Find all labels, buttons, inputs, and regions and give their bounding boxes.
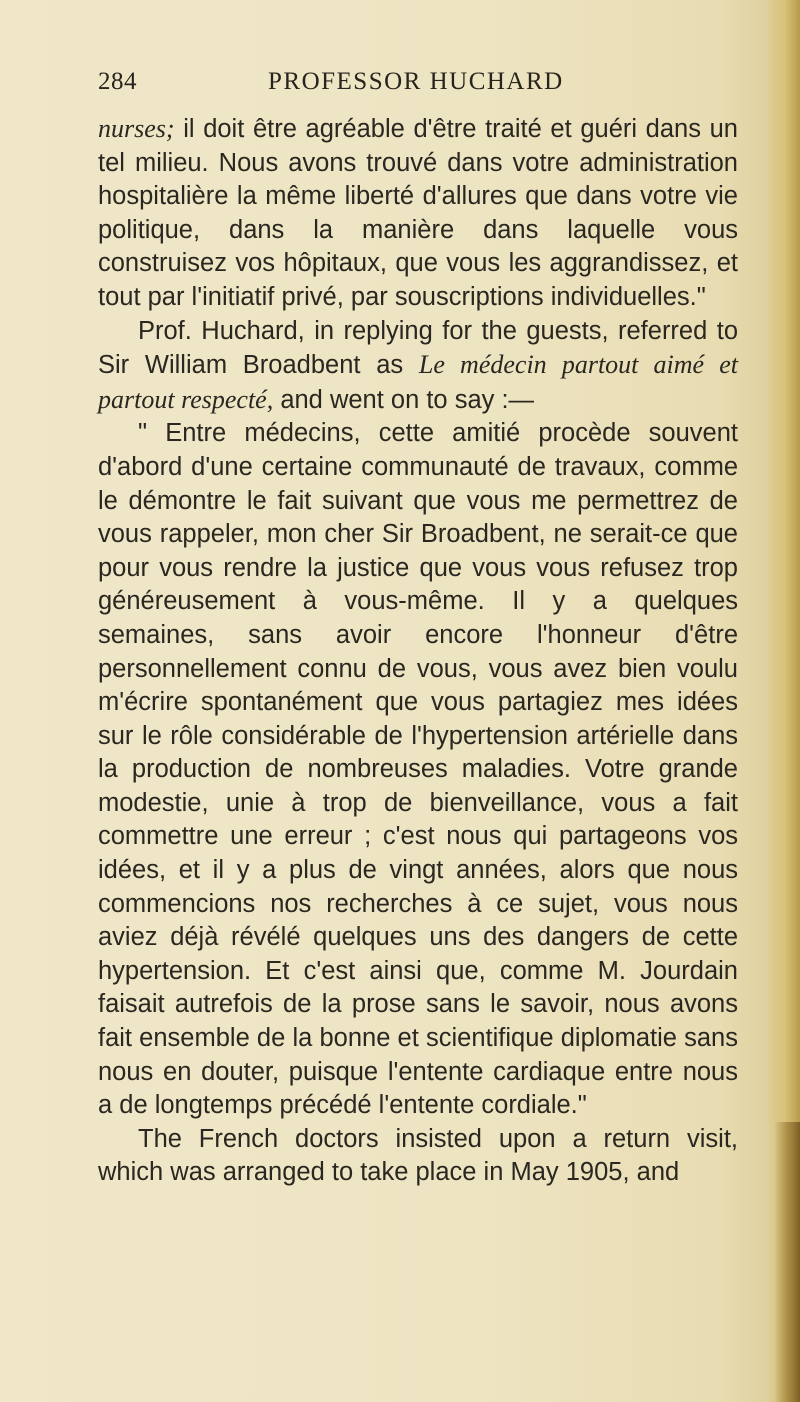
paragraph-3 bbox=[98, 417, 738, 1122]
paragraph-2 bbox=[98, 315, 738, 418]
paragraph-2-after: and went on to say :— bbox=[273, 385, 535, 414]
paragraph-2-italic-quote: Le médecin partout aimé et partout respecté, bbox=[98, 350, 738, 414]
paragraph-4-text: The French doctors insisted upon a return visit, which was arranged to take place in May 1905, and bbox=[98, 1124, 738, 1187]
paragraph-1 bbox=[98, 112, 738, 315]
paragraph-4 bbox=[98, 1123, 738, 1190]
paragraph-3-text: " Entre médecins, cette amitié procède souvent d'abord d'une certaine communauté de travaux, comme le démontre le fait suivant que vous me permettrez de vous rappeler, mon cher Sir Broadbent, ne serait-ce que pour vous rendre la justice que vous vous refusez trop généreusement à vous-même. Il y a quelques semaines, sans avoir encore l'honneur d'être personnellement connu de vous, vous avez bien voulu m'écrire spontanément que vous partagiez mes idées sur le rôle considérable de l'hypertension artérielle dans la production de nombreuses maladies. Votre grande modestie, unie à trop de bienveillance, vous a fait commettre une erreur ; c'est nous qui partageons vos idées, et il y a plus de vingt années, alors que nous commencions nos recherches à ce sujet, vous nous aviez déjà révélé quelques uns des dangers de cette hypertension. Et c'est ainsi que, comme M. Jourdain faisait autrefois de la prose sans le savoir, nous avons fait ensemble de la bonne et scientifique diplomatie sans nous en douter, puisque l'entente cardiaque entre nous a de longtemps précédé l'entente cordiale." bbox=[98, 419, 738, 1120]
paragraph-2-before: Prof. Huchard, in replying for the guests, referred to Sir William Broadbent as bbox=[98, 316, 738, 380]
body-text bbox=[98, 112, 738, 1190]
paragraph-1-italic-lead: nurses; bbox=[98, 114, 175, 143]
running-title: PROFESSOR HUCHARD bbox=[268, 68, 564, 95]
page-number: 284 bbox=[98, 68, 137, 95]
paragraph-1-text: il doit être agréable d'être traité et guéri dans un tel milieu. Nous avons trouvé dans votre administration hospitalière la même liberté d'allures que dans votre vie politique, dans la manière dans laquelle vous construisez vos hôpitaux, que vous les aggrandissez, et tout par l'initiatif privé, par souscriptions individuelles." bbox=[98, 115, 738, 311]
page-header bbox=[98, 68, 738, 108]
page-edge-stain bbox=[774, 1122, 800, 1402]
